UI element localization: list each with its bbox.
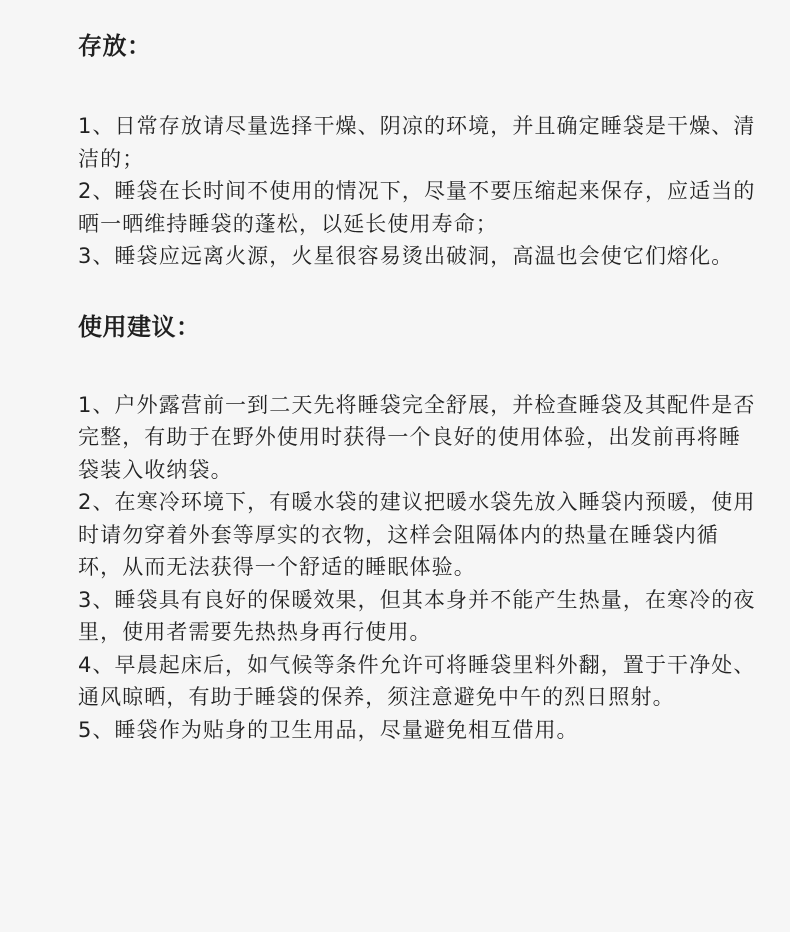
storage-item-2: 2、睡袋在长时间不使用的情况下，尽量不要压缩起来保存，应适当的晒一晒维持睡袋的蓬松，以延长使用寿命； xyxy=(78,179,756,236)
usage-item-5: 5、睡袋作为贴身的卫生用品，尽量避免相互借用。 xyxy=(78,717,579,742)
usage-item-3: 3、睡袋具有良好的保暖效果，但其本身并不能产生热量，在寒冷的夜里，使用者需要先热热身再行使用。 xyxy=(78,587,756,644)
usage-item-4: 4、早晨起床后，如气候等条件允许可将睡袋里料外翻，置于干净处、通风晾晒，有助于睡袋的保养，须注意避免中午的烈日照射。 xyxy=(78,652,756,709)
storage-section-body xyxy=(78,110,756,273)
usage-section-body xyxy=(78,389,756,747)
storage-item-1: 1、日常存放请尽量选择干燥、阴凉的环境，并且确定睡袋是干燥、清洁的； xyxy=(78,114,756,171)
usage-item-1: 1、户外露营前一到二天先将睡袋完全舒展，并检查睡袋及其配件是否完整，有助于在野外使用时获得一个良好的使用体验，出发前再将睡袋装入收纳袋。 xyxy=(78,392,756,482)
usage-item-2: 2、在寒冷环境下，有暖水袋的建议把暖水袋先放入睡袋内预暖，使用时请勿穿着外套等厚实的衣物，这样会阻隔体内的热量在睡袋内循环，从而无法获得一个舒适的睡眠体验。 xyxy=(78,490,756,579)
storage-section-title: 存放： xyxy=(78,32,152,60)
storage-item-3: 3、睡袋应远离火源，火星很容易烫出破洞，高温也会使它们熔化。 xyxy=(78,244,734,268)
usage-section-title: 使用建议： xyxy=(78,312,201,341)
